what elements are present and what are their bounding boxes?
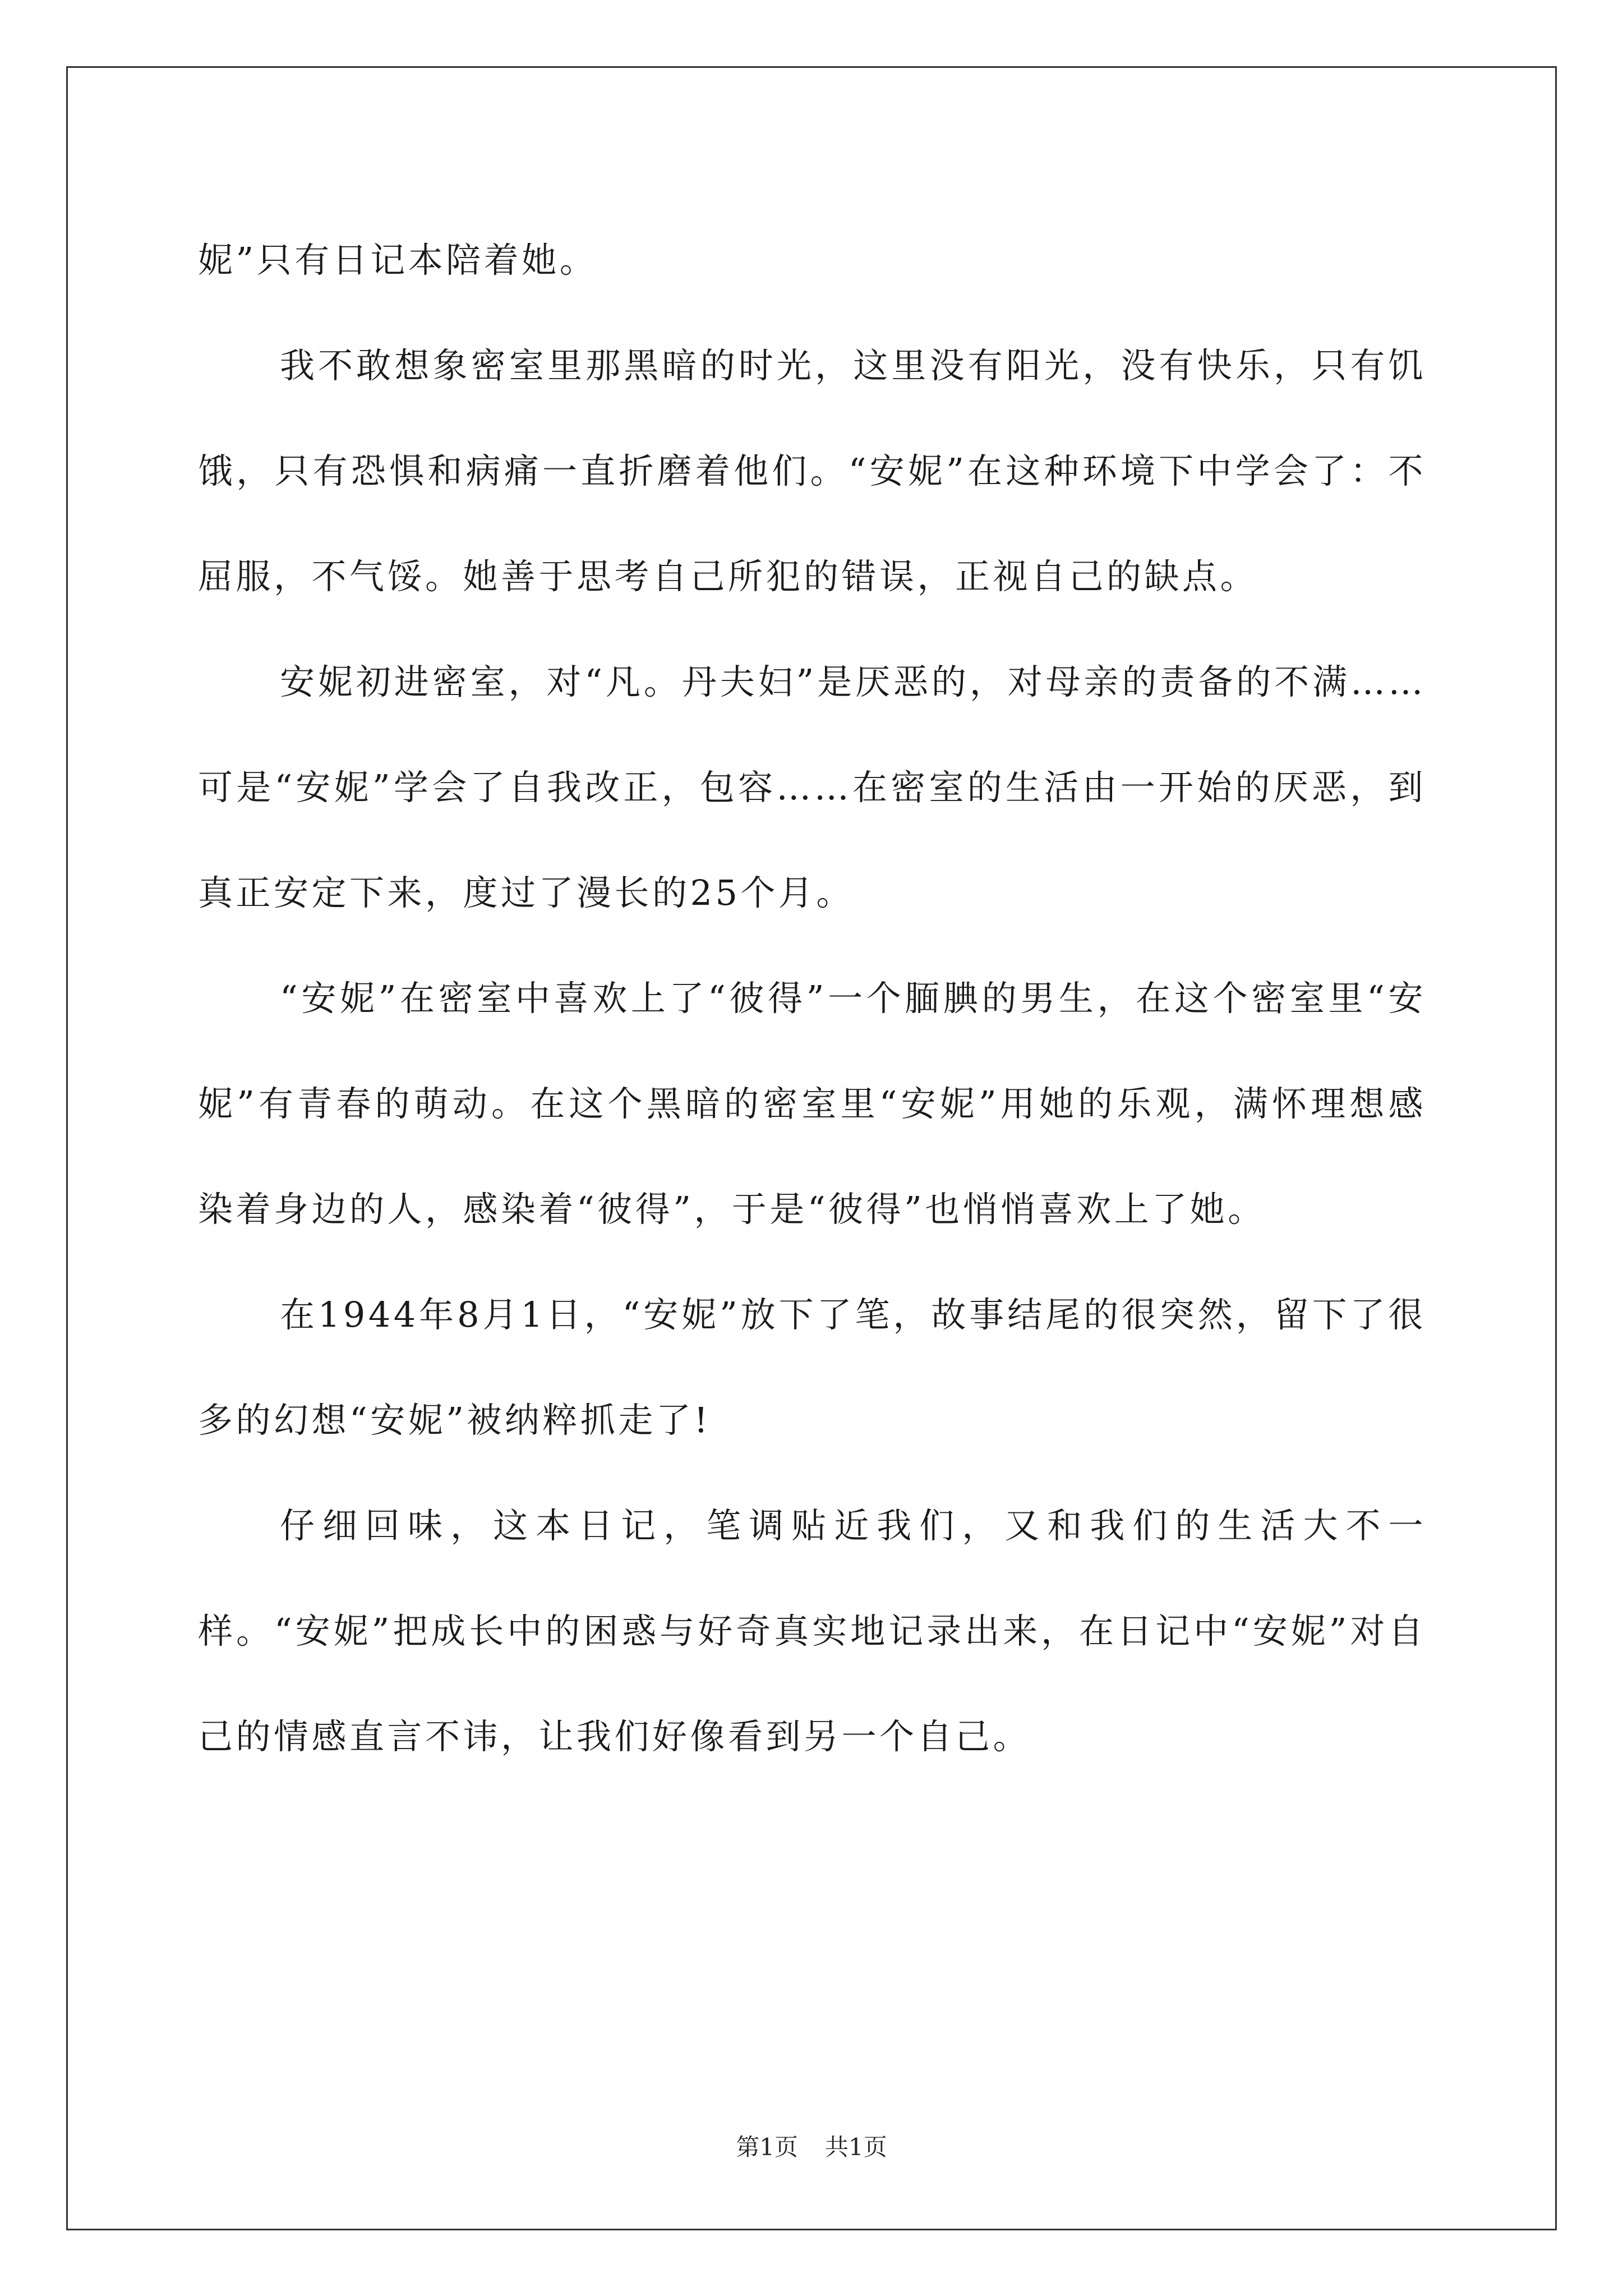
paragraph-1: 妮”只有日记本陪着她。 — [198, 240, 598, 280]
page-number: 第1页 — [736, 2133, 798, 2161]
document-body — [198, 208, 1426, 1789]
paragraph-3: 安妮初进密室，对“凡。丹夫妇”是厌恶的，对母亲的责备的不满……可是“安妮”学会了自我改正，包容……在密室的生活由一开始的厌恶，到真正安定下来，度过了漫长的25个月。 — [198, 661, 1426, 913]
page-footer — [0, 2131, 1623, 2164]
paragraph-2: 我不敢想象密室里那黑暗的时光，这里没有阳光，没有快乐，只有饥饿，只有恐惧和病痛一直折磨着他们。“安妮”在这种环境下中学会了：不屈服，不气馁。她善于思考自己所犯的错误，正视自己的缺点。 — [198, 345, 1426, 597]
page-total: 共1页 — [825, 2133, 887, 2161]
paragraph-4: “安妮”在密室中喜欢上了“彼得”一个腼腆的男生，在这个密室里“安妮”有青春的萌动。在这个黑暗的密室里“安妮”用她的乐观，满怀理想感染着身边的人，感染着“彼得”，于是“彼得”也悄悄喜欢上了她。 — [198, 978, 1426, 1230]
paragraph-5: 在1944年8月1日，“安妮”放下了笔，故事结尾的很突然，留下了很多的幻想“安妮”被纳粹抓走了! — [198, 1294, 1426, 1441]
paragraph-6: 仔细回味，这本日记，笔调贴近我们，又和我们的生活大不一样。“安妮”把成长中的困惑与好奇真实地记录出来，在日记中“安妮”对自己的情感直言不讳，让我们好像看到另一个自己。 — [198, 1505, 1426, 1757]
